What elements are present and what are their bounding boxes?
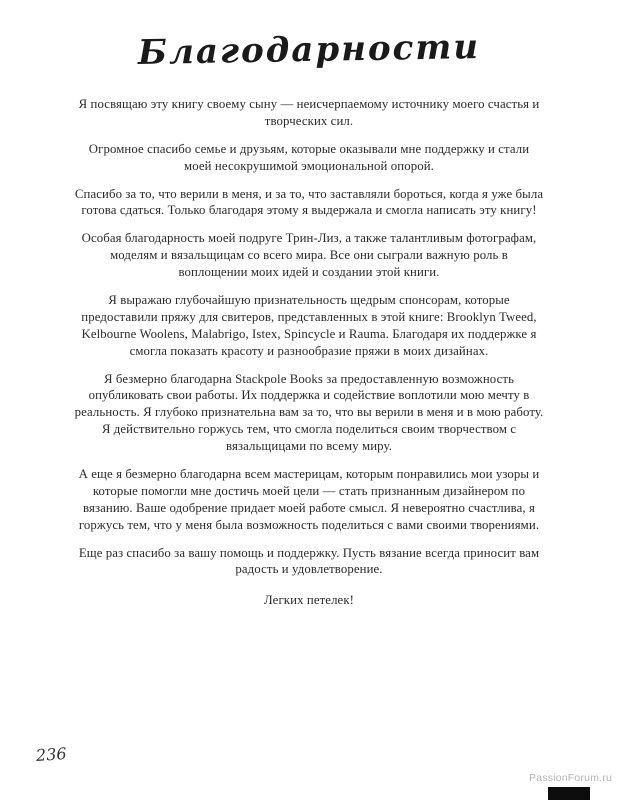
page-title: Благодарности — [137, 27, 481, 73]
paragraph: Я выражаю глубочайшую признательность щедрым спонсорам, которые предоставили пряжу для свитеров, представленных в этой книге: Brooklyn Tweed, Kelbourne Woolens, Malabrigo, Istex, Spincycle и Rauma. Благодаря их поддержке я смогла показать красоту и разнообразие пряжи в моих дизайнах. — [81, 293, 537, 358]
paragraph: Особая благодарность моей подруге Трин-Лиз, а также талантливым фотографам, моделям и вязальщицам со всего мира. Все они сыграли важную роль в воплощении моих идей и создании этой книги. — [81, 231, 537, 280]
watermark-text: PassionForum.ru — [529, 772, 612, 784]
watermark-logo — [548, 787, 590, 800]
acknowledgments-text — [74, 96, 544, 609]
paragraph: Еще раз спасибо за вашу помощь и поддержку. Пусть вязание всегда приносит вам радость и удовлетворение. — [78, 545, 540, 577]
paragraph: А еще я безмерно благодарна всем мастерицам, которым понравились мои узоры и которые помогли мне достичь моей цели — стать признанным дизайнером по вязанию. Ваше одобрение придает моей работе смысл. Я невероятно счастлива, я горжусь тем, что у меня была возможность поделиться с вами своими творениями. — [78, 467, 540, 532]
paragraph: Я посвящаю эту книгу своему сыну — неисчерпаемому источнику моего счастья и творческих сил. — [78, 97, 540, 128]
paragraph: Я безмерно благодарна Stackpole Books за предоставленную возможность опубликовать свои работы. Их поддержка и содействие воплотили мою мечту в реальность. Я глубоко признательна вам за то, что вы верили в меня и в мою работу. Я действительно горжусь тем, что смогла поделиться своим творчеством с вязальщицами по всему миру. — [74, 371, 544, 454]
paragraph: Огромное спасибо семье и друзьям, которые оказывали мне поддержку и стали моей несокрушимой эмоциональной опорой. — [88, 141, 530, 173]
paragraph: Спасибо за то, что верили в меня, и за то, что заставляли бороться, когда я уже была готова сдаться. Только благодаря этому я выдержала и смогла написать эту книгу! — [74, 186, 544, 218]
page-number: 236 — [35, 743, 68, 766]
signoff-text: Легких петелек! — [263, 593, 355, 608]
